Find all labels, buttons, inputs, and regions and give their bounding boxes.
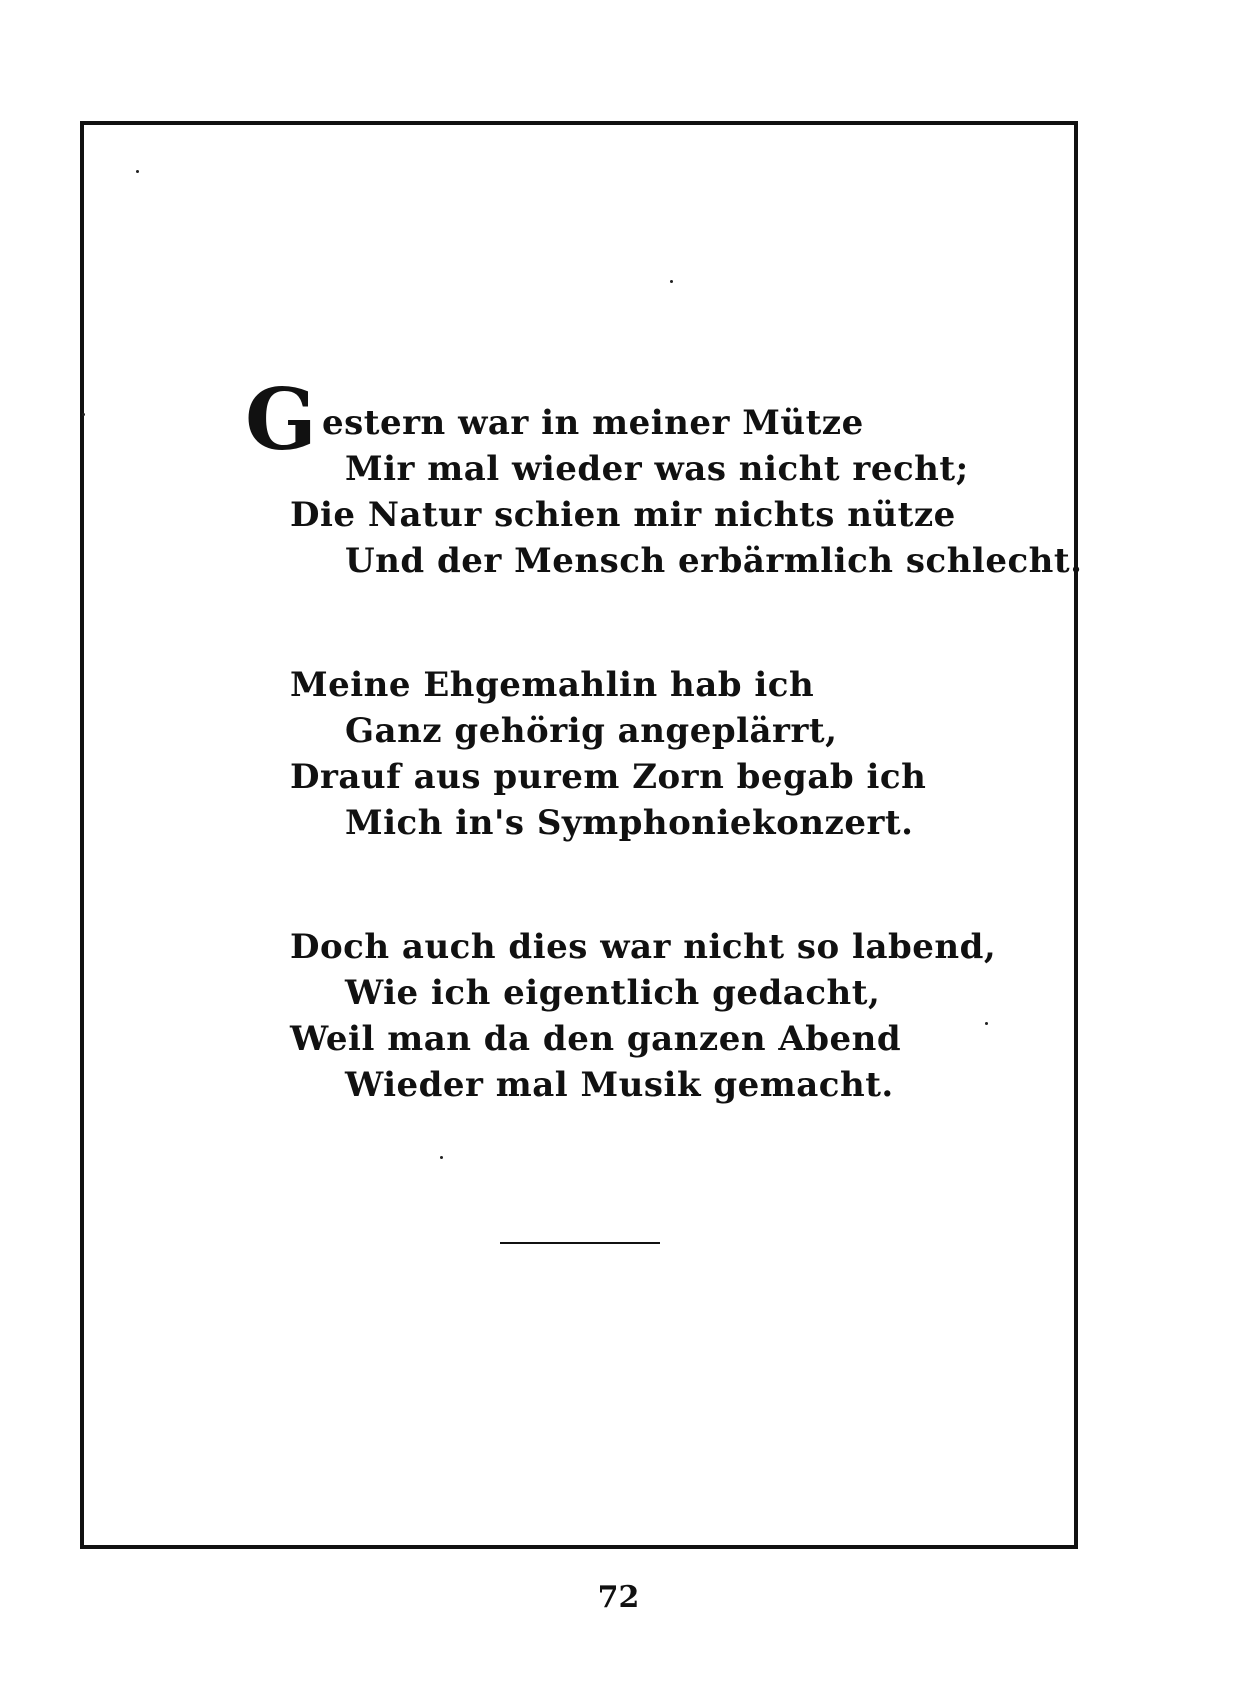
scan-speck: [82, 413, 85, 416]
poem-line: Ganz gehörig angeplärrt,: [345, 711, 838, 751]
stanza-1: [245, 370, 1083, 584]
page-number: 72: [597, 1580, 640, 1615]
poem-line: Weil man da den ganzen Abend: [290, 1019, 902, 1059]
end-rule-divider: [500, 1242, 660, 1244]
poem-line: Mir mal wieder was nicht recht;: [345, 449, 969, 489]
poem: [245, 370, 1083, 1186]
scan-speck: [136, 170, 139, 173]
poem-line: Doch auch dies war nicht so labend,: [290, 927, 997, 967]
poem-line-text: estern war in meiner Mütze: [322, 403, 864, 443]
stanza-3: [290, 924, 1010, 1108]
poem-line: Wieder mal Musik gemacht.: [345, 1065, 894, 1105]
poem-line: Die Natur schien mir nichts nütze: [290, 495, 956, 535]
poem-line: Meine Ehgemahlin hab ich: [290, 665, 815, 705]
scan-speck: [985, 1022, 988, 1025]
stanza-2: [290, 662, 1010, 846]
drop-cap: G: [245, 370, 318, 469]
scan-speck: [440, 1156, 443, 1159]
poem-line: Drauf aus purem Zorn begab ich: [290, 757, 927, 797]
poem-line: Wie ich eigentlich gedacht,: [345, 973, 881, 1013]
poem-line: Mich in's Symphoniekonzert.: [345, 803, 914, 843]
poem-line: Und der Mensch erbärmlich schlecht.: [345, 541, 1083, 581]
scan-speck: [670, 280, 673, 283]
